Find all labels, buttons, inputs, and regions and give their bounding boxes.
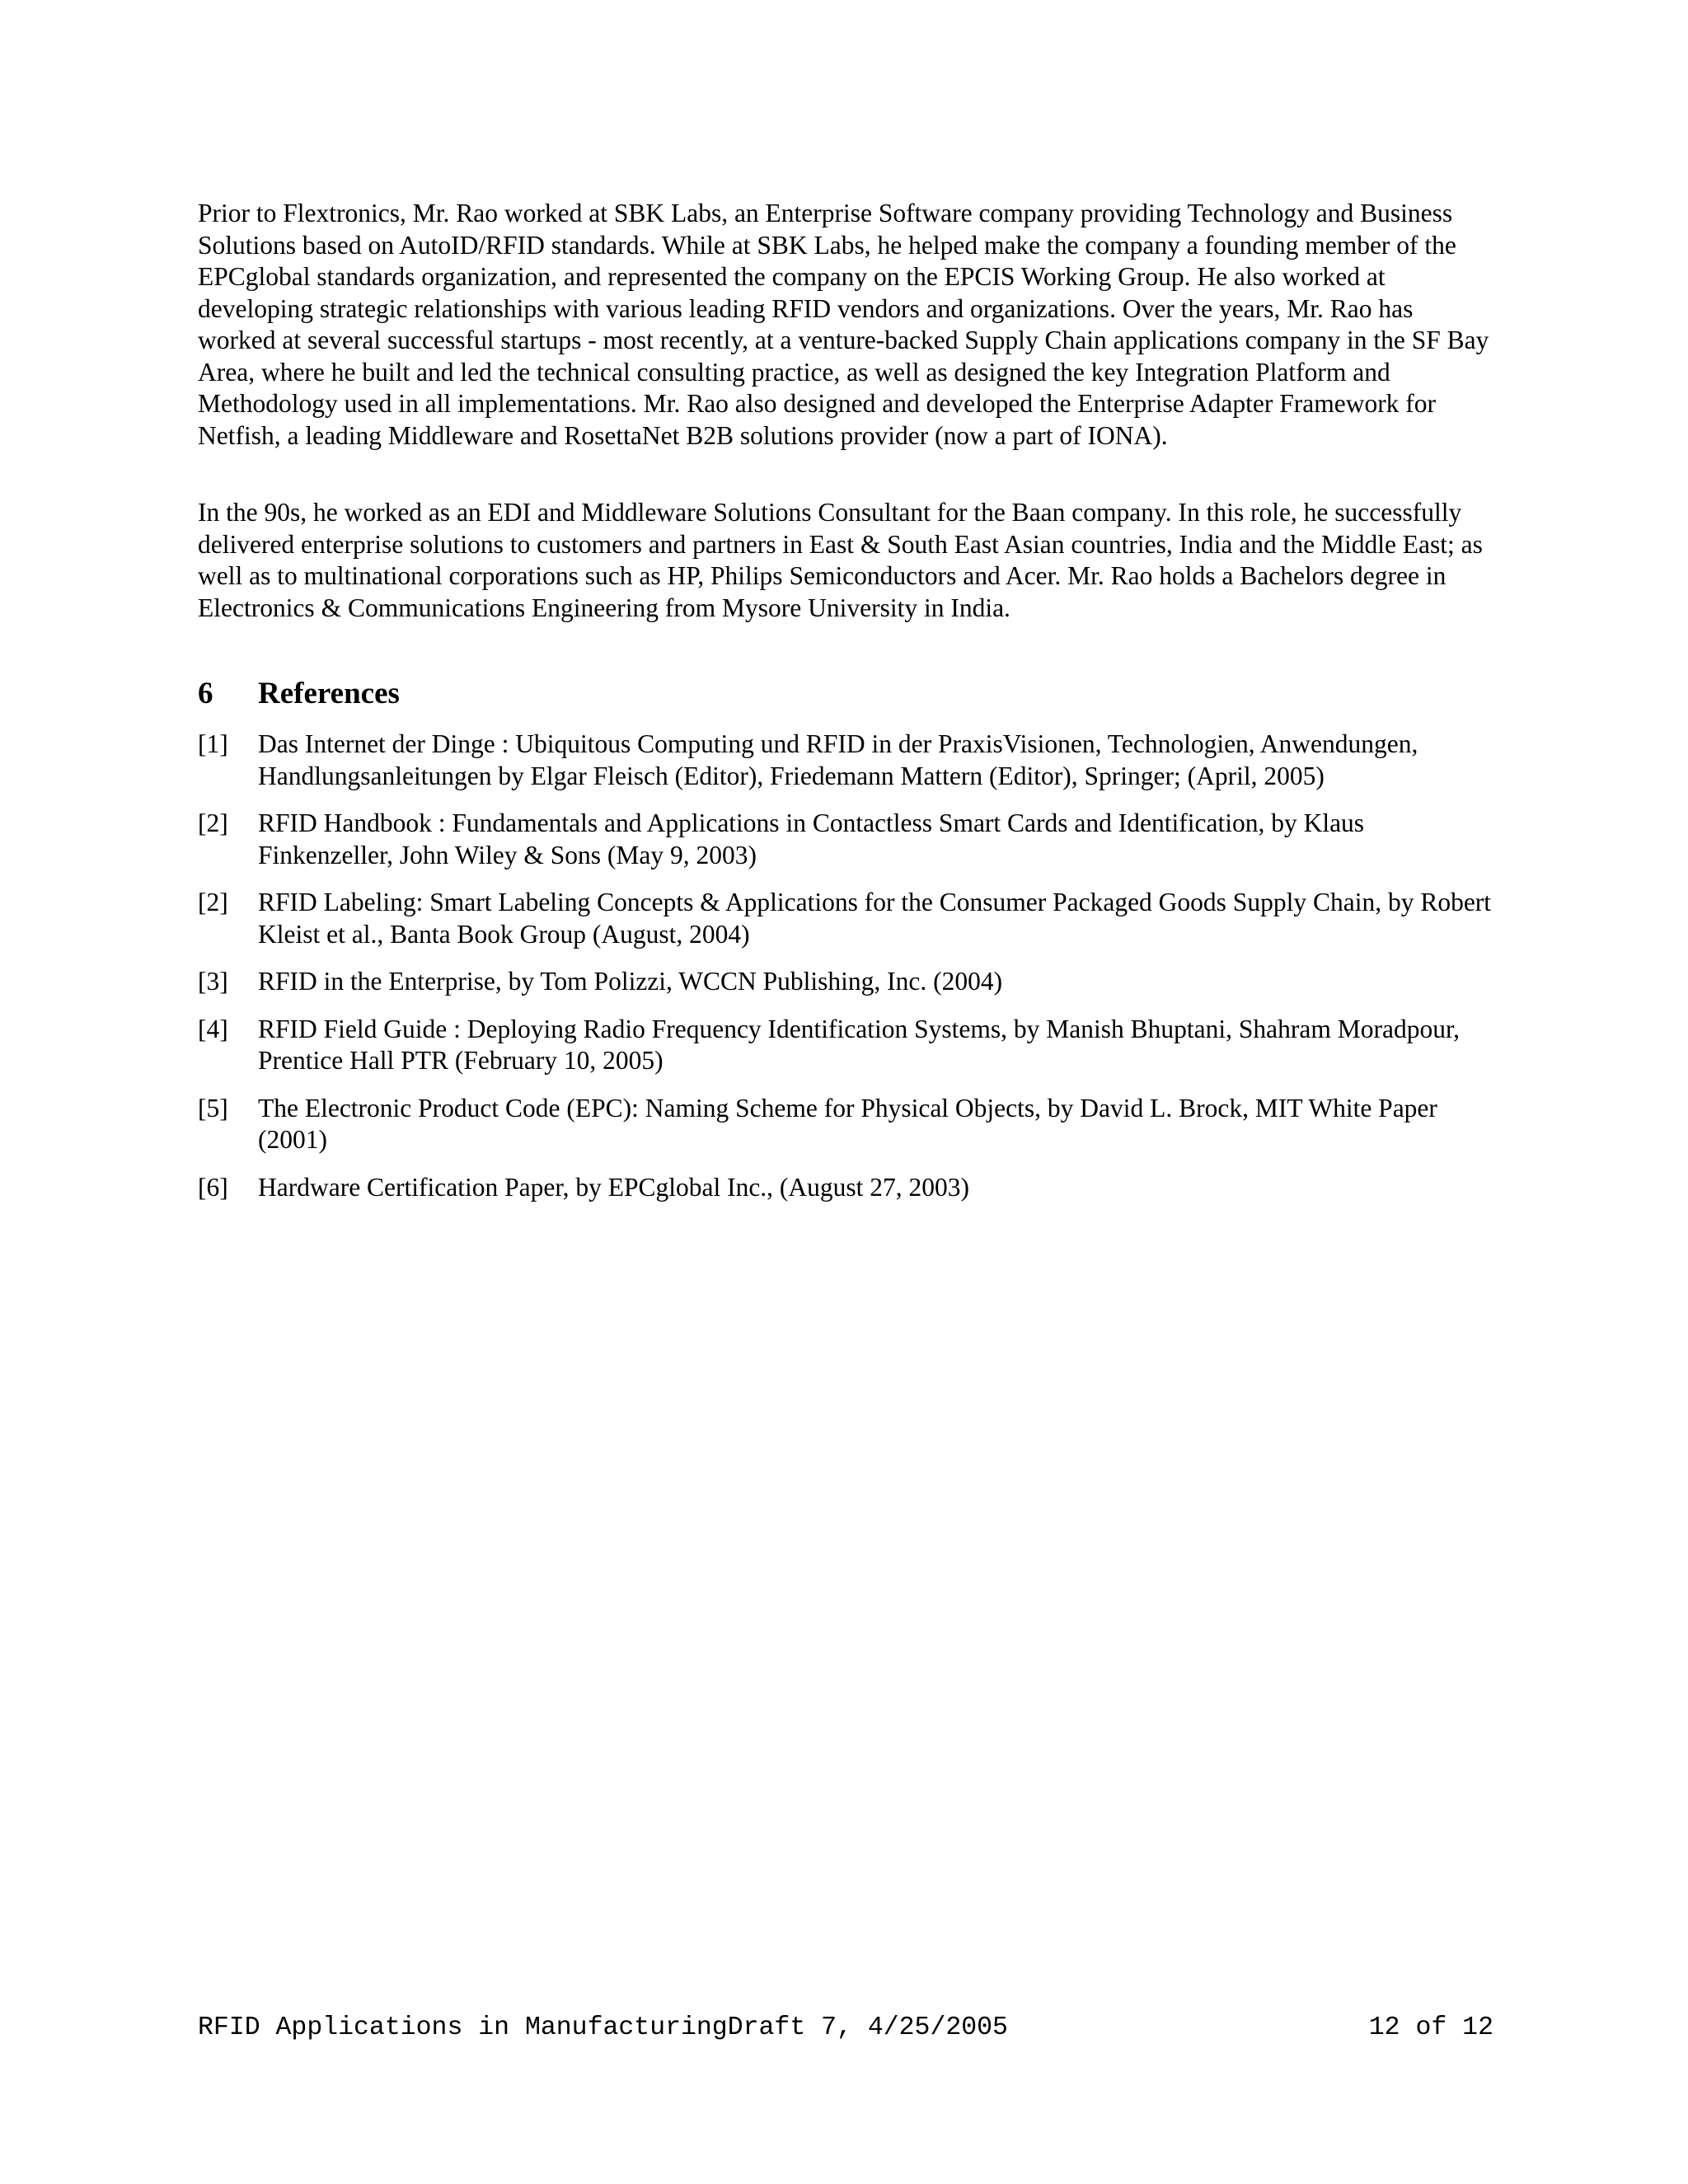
footer-page-number: 12 of 12	[1368, 2013, 1493, 2042]
reference-text: Das Internet der Dinge : Ubiquitous Computing und RFID in der PraxisVisionen, Technologien, Anwendungen, Handlungsanleitungen by Elgar Fleisch (Editor), Friedemann Mattern (Editor), Springer; (April, 2005)	[258, 729, 1418, 790]
reference-item	[198, 1093, 1493, 1156]
reference-list	[198, 729, 1493, 1219]
bio-paragraph-1: Prior to Flextronics, Mr. Rao worked at SBK Labs, an Enterprise Software company providing Technology and Business Solutions based on AutoID/RFID standards. While at SBK Labs, he helped make the company a founding member of the EPCglobal standards organization, and represented the company on the EPCIS Working Group. He also worked at developing strategic relationships with various leading RFID vendors and organizations. Over the years, Mr. Rao has worked at several successful startups - most recently, at a venture-backed Supply Chain applications company in the SF Bay Area, where he built and led the technical consulting practice, as well as designed the key Integration Platform and Methodology used in all implementations. Mr. Rao also designed and developed the Enterprise Adapter Framework for Netfish, a leading Middleware and RosettaNet B2B solutions provider (now a part of IONA).	[198, 199, 1489, 450]
reference-text: Hardware Certification Paper, by EPCglobal Inc., (August 27, 2003)	[258, 1172, 970, 1202]
reference-number: [2]	[198, 888, 228, 916]
reference-number: [3]	[198, 967, 228, 996]
section-title: References	[258, 677, 400, 710]
reference-number: [4]	[198, 1014, 228, 1043]
bio-paragraph-2: In the 90s, he worked as an EDI and Middleware Solutions Consultant for the Baan company. In this role, he successfully delivered enterprise solutions to customers and partners in East & South East Asian countries, India and the Middle East; as well as to multinational corporations such as HP, Philips Semiconductors and Acer. Mr. Rao holds a Bachelors degree in Electronics & Communications Engineering from Mysore University in India.	[198, 498, 1483, 622]
reference-text: The Electronic Product Code (EPC): Naming Scheme for Physical Objects, by David L. Brock, MIT White Paper (2001)	[258, 1093, 1437, 1154]
reference-item	[198, 1172, 1493, 1204]
reference-item	[198, 966, 1493, 998]
reference-item	[198, 729, 1493, 792]
section-heading	[198, 676, 400, 712]
reference-number: [2]	[198, 808, 228, 837]
reference-item	[198, 808, 1493, 871]
footer-document-title: RFID Applications in ManufacturingDraft 7, 4/25/2005	[198, 2013, 1008, 2042]
reference-item	[198, 887, 1493, 950]
reference-text: RFID Handbook : Fundamentals and Applications in Contactless Smart Cards and Identification, by Klaus Finkenzeller, John Wiley & Sons (May 9, 2003)	[258, 808, 1365, 869]
reference-text: RFID in the Enterprise, by Tom Polizzi, WCCN Publishing, Inc. (2004)	[258, 967, 1003, 996]
reference-item	[198, 1014, 1493, 1077]
reference-text: RFID Field Guide : Deploying Radio Frequency Identification Systems, by Manish Bhuptani, Shahram Moradpour, Prentice Hall PTR (February 10, 2005)	[258, 1014, 1461, 1075]
reference-number: [5]	[198, 1093, 228, 1122]
reference-number: [6]	[198, 1172, 228, 1202]
section-number: 6	[198, 677, 213, 710]
reference-number: [1]	[198, 729, 228, 758]
reference-text: RFID Labeling: Smart Labeling Concepts & Applications for the Consumer Packaged Goods Supply Chain, by Robert Kleist et al., Banta Book Group (August, 2004)	[258, 888, 1492, 949]
